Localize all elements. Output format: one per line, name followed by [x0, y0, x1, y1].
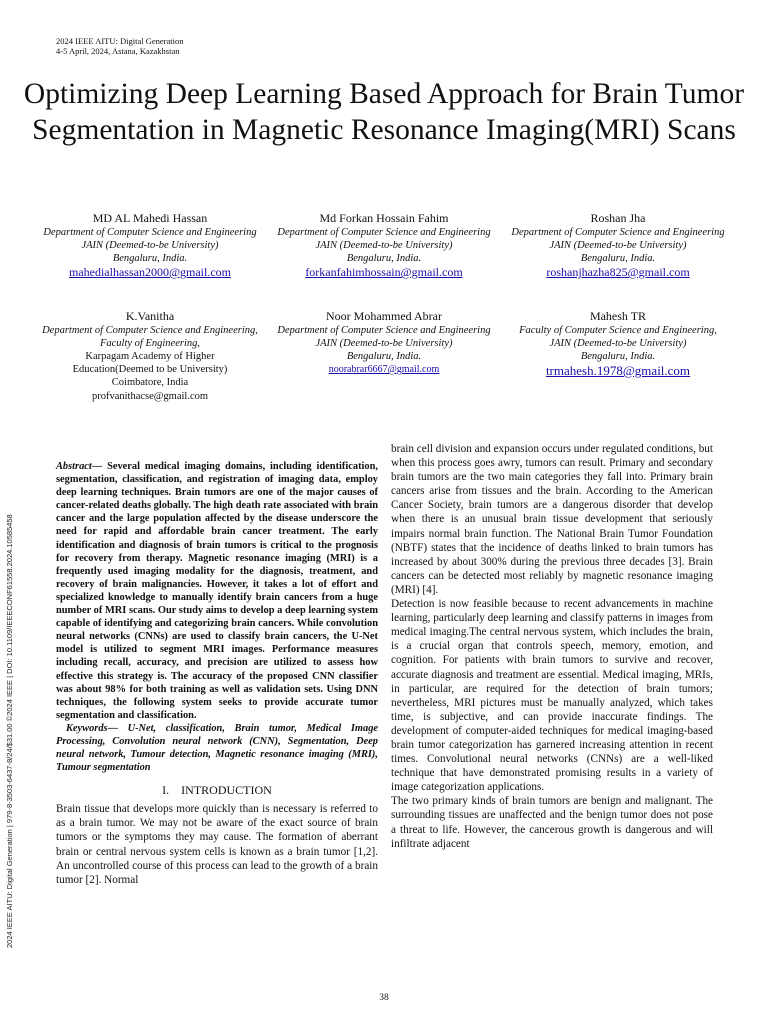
- author-block: [508, 210, 728, 280]
- author-institution: JAIN (Deemed-to-be University): [81, 240, 219, 251]
- author-department: Faculty of Computer Science and Engineering,: [519, 325, 717, 336]
- author-institution: JAIN (Deemed-to-be University): [549, 338, 687, 349]
- author-institution: JAIN (Deemed-to-be University): [549, 240, 687, 251]
- body-paragraph: Detection is now feasible because to recent advancements in machine learning, particularly deep learning and classify patterns in images from medical imaging.The central nervous system, which includes the brain, is a crucial organ that controls speech, memory, emotion, and cognition. For patients with brain tumors to survive and recover, accurate diagnosis and treatment are essential. Medical imaging, MRIs, in particular, are required for the detection of brain tumors; nevertheless, MRI pictures must be manually analyzed, which takes time, is subjective, and can provide inaccurate findings. The development of computer-aided techniques for medical imaging-based brain tumor categorization has garnered increasing attention in recent times. Convolutional neural networks (CNNs) are a well-liked technique that have demonstrated promising results in a variety of image categorization applications.: [391, 598, 713, 794]
- body-paragraph: brain cell division and expansion occurs under regulated conditions, but when this process goes awry, tumors can result. Primary and secondary brain tumors are the two main categories they fall into. Primary brain cancers arise from tissues and the brain. According to the American Cancer Society, brain tumors are a dangerous disorder that develop when there is an unusual brain tissue development that seriously impairs normal brain function. The National Brain Tumor Foundation (NBTF) states that the incidence of deaths linked to brain tumors has increased by about 300% during the previous three decades [3]. Brain cancers can be detected most reliably by magnetic resonance imaging (MRI) [4].: [391, 443, 713, 596]
- author-block: [274, 210, 494, 280]
- abstract-text: Several medical imaging domains, including identification, segmentation, classification, and registration of imaging data, employ deep learning techniques. Brain tumors are one of the major causes of cancer-related deaths globally. The high death rate associated with brain cancer and the large population affected by the disease underscore the need for rapid and affordable brain cancer treatment. The early identification and diagnosis of brain tumors is critical to the prognosis for recovery from therapy. Magnetic resonance imaging (MRI) is a frequently used imaging modality for the diagnosis, treatment, and recovery of brain malignancies. However, it takes a lot of effort and specialized knowledge to manually identify brain cancers from a huge number of MRI scans. Our study aims to develop a deep learning system capable of identifying and categorizing brain cancers. While convolution neural networks (CNNs) are used to classify brain cancers, the U-Net model is utilized to segment MRI images. Performance measures including recall, accuracy, and precision are utilized to assess how effective this strategy is. The accuracy of the proposed CNN classifier was about 98% for both training as well as validation sets. Using DNN techniques, the following system seeks to provide accurate tumor segmentation and classification.: [56, 461, 378, 721]
- author-institution: Karpagam Academy of Higher: [85, 351, 215, 362]
- author-block: [508, 308, 728, 379]
- author-institution: JAIN (Deemed-to-be University): [315, 338, 453, 349]
- author-email-link[interactable]: roshanjhazha825@gmail.com: [546, 265, 690, 279]
- abstract-lead: Abstract—: [56, 461, 103, 472]
- author-city: Coimbatore, India: [111, 377, 189, 388]
- author-email-link[interactable]: mahedialhassan2000@gmail.com: [68, 265, 231, 279]
- author-faculty: Faculty of Engineering,: [99, 338, 201, 349]
- author-department: Department of Computer Science and Engineering,: [42, 325, 258, 336]
- author-department: Department of Computer Science and Engineering: [511, 227, 725, 238]
- author-department: Department of Computer Science and Engineering: [43, 227, 257, 238]
- page-number: 38: [379, 993, 389, 1003]
- author-city: Bengaluru, India.: [580, 351, 656, 362]
- author-block: [40, 308, 260, 404]
- author-city: Bengaluru, India.: [112, 253, 188, 264]
- author-name: MD AL Mahedi Hassan: [92, 211, 208, 225]
- author-email-link[interactable]: forkanfahimhossain@gmail.com: [305, 265, 463, 279]
- conference-date: 4-5 April, 2024, Astana, Kazakhstan: [56, 46, 180, 56]
- author-name: Roshan Jha: [590, 211, 646, 225]
- author-block: [40, 210, 260, 280]
- abstract: [56, 460, 378, 722]
- conference-name: 2024 IEEE AITU: Digital Generation: [56, 36, 184, 46]
- author-city: Bengaluru, India.: [346, 253, 422, 264]
- intro-paragraph: Brain tissue that develops more quickly than is necessary is referred to as a brain tumor. We may not be aware of the exact source of brain tumors or the symptoms they may cause. The formation of aberrant brain or central nervous system cells is known as a brain tumor [1,2]. An uncontrolled course of this process can lead to the growth of a brain tumor [2]. Normal: [56, 803, 378, 886]
- paper-title: Optimizing Deep Learning Based Approach for Brain Tumor Segmentation in Magnetic Resonance Imaging(MRI) Scans: [23, 78, 745, 146]
- author-institution: JAIN (Deemed-to-be University): [315, 240, 453, 251]
- section-title: INTRODUCTION: [181, 783, 272, 798]
- section-heading: [56, 783, 378, 798]
- left-column: [56, 460, 378, 887]
- author-name: Mahesh TR: [589, 309, 647, 323]
- author-email-link[interactable]: trmahesh.1978@gmail.com: [545, 363, 691, 378]
- author-block: [274, 308, 494, 376]
- author-department: Department of Computer Science and Engineering: [277, 227, 491, 238]
- author-city: Bengaluru, India.: [580, 253, 656, 264]
- conference-header: [56, 36, 183, 56]
- author-institution: Education(Deemed to be University): [72, 364, 228, 375]
- right-column: [391, 442, 713, 851]
- author-name: K.Vanitha: [125, 309, 175, 323]
- doi-text: 2024 IEEE AITU: Digital Generation | 979-8-3503-6437-8/24/$31.00 ©2024 IEEE | DOI: 10.1109/IEEECONF61558.2024.10585458: [5, 514, 14, 948]
- author-name: Md Forkan Hossain Fahim: [319, 211, 449, 225]
- section-number: I.: [162, 783, 170, 798]
- keywords: Keywords— U-Net, classification, Brain tumor, Medical Image Processing, Convolution neural network (CNN), Segmentation, Deep neural network, Tumour detection, Magnetic resonance imaging (MRI), Tumour segmentation: [56, 722, 378, 774]
- author-department: Department of Computer Science and Engineering: [277, 325, 491, 336]
- body-paragraph: The two primary kinds of brain tumors are benign and malignant. The surrounding tissues are unaffected and the benign tumor does not pose a threat to life. However, the cancerous growth is dangerous and will infiltrate adjacent: [391, 795, 713, 850]
- author-email: profvanithacse@gmail.com: [91, 391, 209, 402]
- author-name: Noor Mohammed Abrar: [326, 309, 442, 323]
- author-email-link[interactable]: noorabrar6667@gmail.com: [328, 364, 440, 375]
- author-city: Bengaluru, India.: [346, 351, 422, 362]
